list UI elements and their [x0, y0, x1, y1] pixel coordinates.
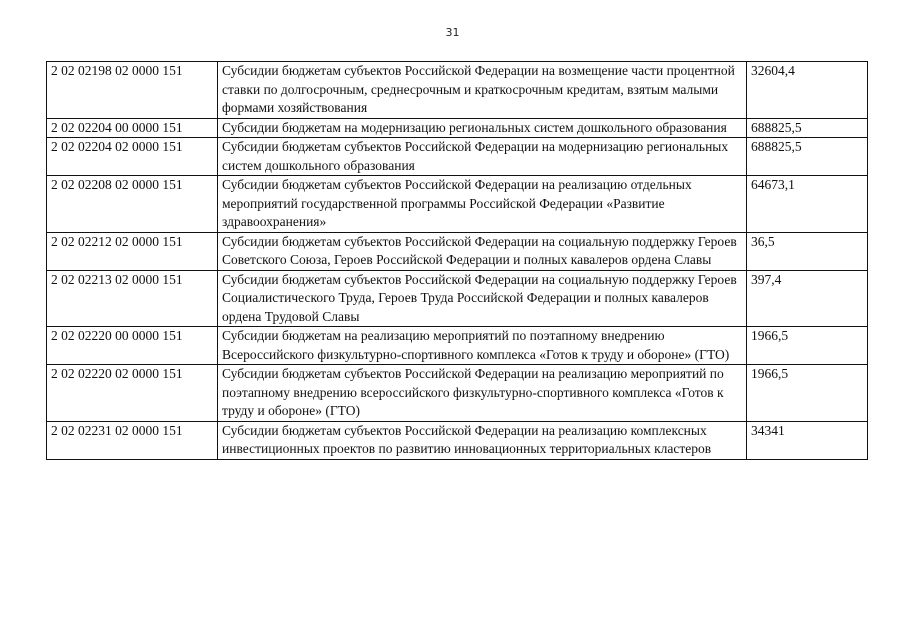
budget-code: 2 02 02213 02 0000 151	[47, 270, 218, 327]
budget-description: Субсидии бюджетам субъектов Российской Федерации на реализацию отдельных мероприятий государственной программы Российской Федерации «Развитие здравоохранения»	[218, 176, 747, 233]
budget-amount: 688825,5	[747, 118, 868, 138]
budget-code: 2 02 02220 00 0000 151	[47, 327, 218, 365]
budget-amount: 36,5	[747, 232, 868, 270]
budget-code: 2 02 02231 02 0000 151	[47, 421, 218, 459]
budget-code: 2 02 02204 00 0000 151	[47, 118, 218, 138]
budget-code: 2 02 02204 02 0000 151	[47, 138, 218, 176]
budget-description: Субсидии бюджетам субъектов Российской Федерации на социальную поддержку Героев Советского Союза, Героев Российской Федерации и полных кавалеров ордена Славы	[218, 232, 747, 270]
table-row	[47, 421, 868, 459]
table-row	[47, 176, 868, 233]
budget-amount: 397,4	[747, 270, 868, 327]
budget-amount: 1966,5	[747, 327, 868, 365]
budget-description: Субсидии бюджетам субъектов Российской Федерации на реализацию комплексных инвестиционных проектов по развитию инновационных территориальных кластеров	[218, 421, 747, 459]
budget-code: 2 02 02198 02 0000 151	[47, 62, 218, 119]
budget-table	[46, 61, 868, 460]
table-row	[47, 62, 868, 119]
budget-description: Субсидии бюджетам субъектов Российской Федерации на модернизацию региональных систем дошкольного образования	[218, 138, 747, 176]
table-row	[47, 232, 868, 270]
budget-code: 2 02 02220 02 0000 151	[47, 365, 218, 422]
budget-description: Субсидии бюджетам субъектов Российской Федерации на возмещение части процентной ставки по долгосрочным, среднесрочным и краткосрочным кредитам, взятым малыми формами хозяйствования	[218, 62, 747, 119]
table-row	[47, 270, 868, 327]
budget-description: Субсидии бюджетам на модернизацию региональных систем дошкольного образования	[218, 118, 747, 138]
budget-amount: 34341	[747, 421, 868, 459]
table-row	[47, 118, 868, 138]
table-row	[47, 138, 868, 176]
budget-amount: 688825,5	[747, 138, 868, 176]
budget-amount: 1966,5	[747, 365, 868, 422]
budget-description: Субсидии бюджетам субъектов Российской Федерации на социальную поддержку Героев Социалистического Труда, Героев Труда Российской Федерации и полных кавалеров ордена Трудовой Славы	[218, 270, 747, 327]
budget-code: 2 02 02208 02 0000 151	[47, 176, 218, 233]
budget-description: Субсидии бюджетам на реализацию мероприятий по поэтапному внедрению Всероссийского физкультурно-спортивного комплекса «Готов к труду и обороне» (ГТО)	[218, 327, 747, 365]
budget-description: Субсидии бюджетам субъектов Российской Федерации на реализацию мероприятий по поэтапному внедрению всероссийского физкультурно-спортивного комплекса «Готов к труду и обороне» (ГТО)	[218, 365, 747, 422]
budget-amount: 32604,4	[747, 62, 868, 119]
page-number: 31	[445, 26, 460, 39]
table-row	[47, 365, 868, 422]
table-row	[47, 327, 868, 365]
budget-amount: 64673,1	[747, 176, 868, 233]
budget-code: 2 02 02212 02 0000 151	[47, 232, 218, 270]
